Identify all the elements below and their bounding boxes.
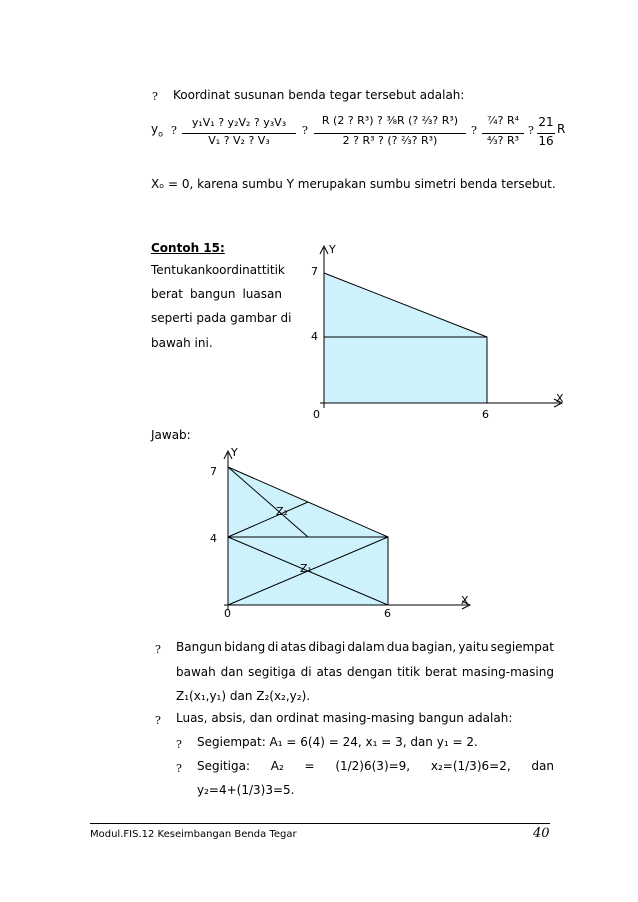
eq-frac2-num: R (2 ? R³) ? ³⁄₈R (? ²⁄₃? R³)	[321, 114, 459, 127]
bullet-text: Bangun bidang di atas dibagi dalam dua bagian, yaitu segiempat	[176, 640, 554, 654]
eq-frac1-num: y₁V₁ ? y₂V₂ ? y₃V₃	[191, 116, 287, 129]
eq-op: ?	[302, 124, 308, 137]
eq-frac4-den: 16	[538, 134, 554, 148]
intro-text: Koordinat susunan benda tegar tersebut adalah:	[173, 88, 465, 102]
sub-bullet-text: y₂=4+(1/3)3=5.	[197, 783, 295, 797]
answer-label: Jawab:	[151, 428, 191, 442]
figure-2-z2-label: Z₂	[276, 505, 288, 518]
figure-2-tick-y: 4	[210, 532, 217, 545]
page-number: 40	[533, 826, 550, 841]
figure-2-tick-x: 6	[384, 607, 391, 620]
example-line: Tentukan koordinat titik	[151, 263, 285, 277]
figure-1-tick-x: 6	[482, 408, 489, 421]
figure-2	[210, 445, 480, 615]
bullet-text: Luas, absis, dan ordinat masing-masing bangun adalah:	[176, 711, 513, 725]
footer-title: Modul.FIS.12 Keseimbangan Benda Tegar	[90, 829, 297, 840]
figure-1-tick-origin: 0	[313, 408, 320, 421]
sub-bullet-text: Segitiga: A₂ = (1/2)6(3)=9, x₂=(1/3)6=2, dan	[197, 759, 554, 773]
figure-1	[290, 240, 570, 430]
figure-2-tick-y: 7	[210, 465, 217, 478]
eq-op: ?	[171, 124, 177, 137]
eq-frac3-den: ⁴⁄₃? R³	[486, 134, 520, 147]
bullet-mark: ?	[155, 714, 161, 727]
example-line: bawah ini.	[151, 336, 213, 350]
example-title: Contoh 15:	[151, 241, 225, 255]
eq-op: ?	[528, 124, 534, 137]
figure-2-tick-origin: 0	[224, 607, 231, 620]
bullet-text: Z₁(x₁,y₁) dan Z₂(x₂,y₂).	[176, 689, 311, 703]
figure-2-y-label: Y	[231, 446, 238, 459]
eq-frac2-den: 2 ? R³ ? (? ²⁄₃? R³)	[342, 134, 438, 147]
figure-2-x-label: X	[461, 594, 469, 607]
sub-bullet-mark: ?	[176, 762, 182, 775]
bullet-mark: ?	[152, 90, 158, 103]
bullet-text: bawah dan segitiga di atas dengan titik berat masing-masing	[176, 665, 554, 679]
example-line: seperti pada gambar di	[151, 311, 292, 325]
eq-frac1-den: V₁ ? V₂ ? V₃	[208, 134, 270, 147]
eq-tail: R	[557, 122, 566, 136]
eq-frac3-num: ⁷⁄₄? R⁴	[486, 114, 520, 127]
xo-statement: Xₒ = 0, karena sumbu Y merupakan sumbu simetri benda tersebut.	[151, 177, 556, 191]
figure-1-x-label: X	[556, 392, 564, 405]
figure-1-y-label: Y	[329, 243, 336, 256]
footer-rule	[90, 823, 550, 824]
figure-1-area	[324, 273, 487, 403]
eq-frac4-num: 21	[538, 115, 554, 129]
eq-lhs: $y_o$	[151, 122, 164, 139]
eq-op: ?	[471, 124, 477, 137]
sub-bullet-mark: ?	[176, 738, 182, 751]
example-line: berat bangun luasan	[151, 287, 282, 301]
bullet-mark: ?	[155, 643, 161, 656]
figure-2-z1-label: Z₁	[300, 562, 312, 575]
figure-1-tick-y: 4	[311, 330, 318, 343]
sub-bullet-text: Segiempat: A₁ = 6(4) = 24, x₁ = 3, dan y₁ = 2.	[197, 735, 478, 749]
figure-1-tick-y: 7	[311, 265, 318, 278]
